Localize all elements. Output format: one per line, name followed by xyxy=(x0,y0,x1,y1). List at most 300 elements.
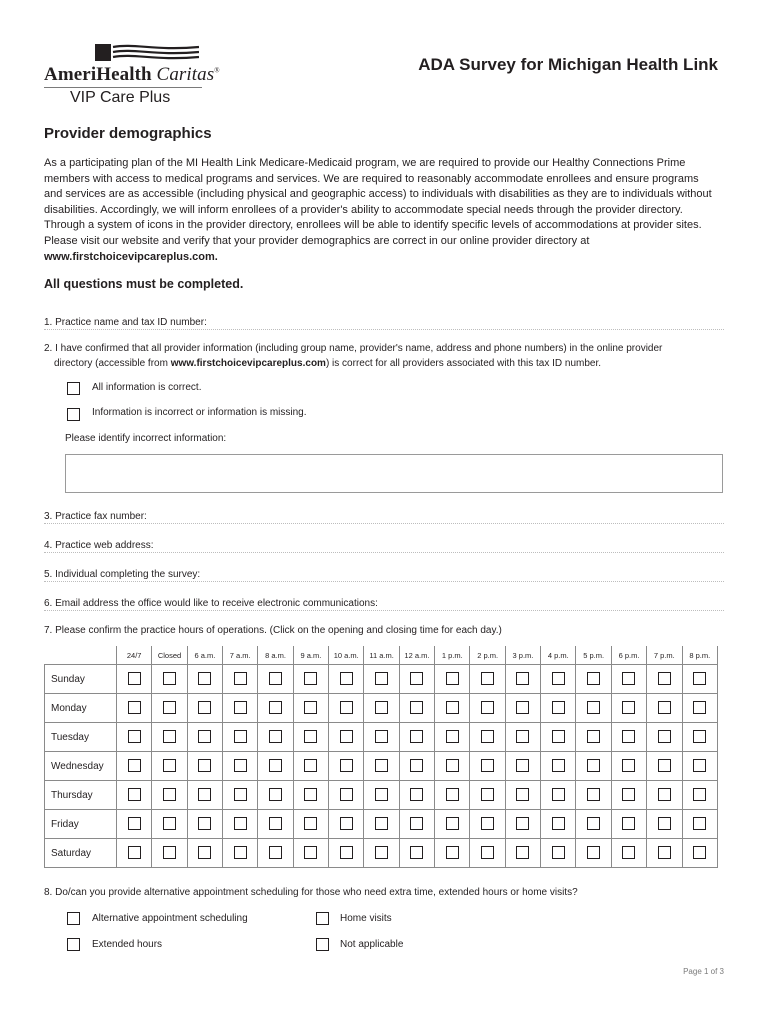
question-6-label: 6. Email address the office would like to receive electronic communications: xyxy=(44,598,378,609)
hours-checkbox[interactable] xyxy=(198,788,211,801)
hours-checkbox[interactable] xyxy=(163,759,176,772)
hours-table xyxy=(44,646,718,868)
hours-cell xyxy=(541,723,576,752)
hours-row-sunday xyxy=(45,665,718,694)
question-7-label: 7. Please confirm the practice hours of operations. (Click on the opening and closing time for each day.) xyxy=(44,625,502,636)
hours-checkbox[interactable] xyxy=(622,672,635,685)
hours-row-friday xyxy=(45,810,718,839)
hours-cell xyxy=(329,839,364,868)
brand-divider xyxy=(44,87,202,88)
hours-cell xyxy=(329,665,364,694)
hours-checkbox[interactable] xyxy=(552,701,565,714)
hours-column-header: 8 p.m. xyxy=(682,646,718,665)
hours-checkbox[interactable] xyxy=(622,759,635,772)
hours-cell xyxy=(682,694,718,723)
hours-checkbox[interactable] xyxy=(552,817,565,830)
hours-checkbox[interactable] xyxy=(128,672,141,685)
survey-completer-field[interactable] xyxy=(44,581,724,582)
hours-checkbox[interactable] xyxy=(552,846,565,859)
hours-checkbox[interactable] xyxy=(446,817,459,830)
hours-cell xyxy=(117,752,152,781)
hours-checkbox[interactable] xyxy=(693,672,706,685)
hours-cell xyxy=(682,665,718,694)
hours-checkbox[interactable] xyxy=(234,701,247,714)
hours-column-header: 8 a.m. xyxy=(258,646,293,665)
hours-cell xyxy=(505,723,540,752)
hours-cell xyxy=(576,752,611,781)
hours-checkbox[interactable] xyxy=(304,817,317,830)
hours-cell xyxy=(364,810,399,839)
hours-cell xyxy=(117,839,152,868)
hours-checkbox[interactable] xyxy=(340,730,353,743)
hours-cell xyxy=(187,839,222,868)
hours-checkbox[interactable] xyxy=(587,701,600,714)
hours-cell xyxy=(329,723,364,752)
hours-cell xyxy=(187,781,222,810)
question-5-label: 5. Individual completing the survey: xyxy=(44,569,201,580)
hours-cell xyxy=(117,781,152,810)
hours-checkbox[interactable] xyxy=(269,759,282,772)
hours-cell xyxy=(541,781,576,810)
hours-checkbox[interactable] xyxy=(658,701,671,714)
question-8-label: 8. Do/can you provide alternative appointment scheduling for those who need extra time, extended hours or home visits? xyxy=(44,887,578,898)
hours-checkbox[interactable] xyxy=(269,788,282,801)
question-1-label: 1. Practice name and tax ID number: xyxy=(44,317,207,328)
hours-checkbox[interactable] xyxy=(269,701,282,714)
hours-cell xyxy=(682,723,718,752)
hours-cell xyxy=(152,781,187,810)
hours-checkbox[interactable] xyxy=(410,788,423,801)
hours-checkbox[interactable] xyxy=(410,759,423,772)
hours-column-header: 6 a.m. xyxy=(187,646,222,665)
page-number: Page 1 of 3 xyxy=(683,967,724,976)
home-visits-checkbox[interactable] xyxy=(316,912,329,925)
hours-checkbox[interactable] xyxy=(198,672,211,685)
hours-cell xyxy=(223,752,258,781)
day-label: Sunday xyxy=(45,665,117,694)
hours-cell xyxy=(541,665,576,694)
hours-cell xyxy=(293,752,328,781)
hours-cell xyxy=(576,781,611,810)
hours-checkbox[interactable] xyxy=(269,817,282,830)
hours-checkbox[interactable] xyxy=(693,759,706,772)
hours-cell xyxy=(682,781,718,810)
hours-checkbox[interactable] xyxy=(693,701,706,714)
hours-checkbox[interactable] xyxy=(446,788,459,801)
hours-header-corner xyxy=(45,646,117,665)
hours-checkbox[interactable] xyxy=(587,672,600,685)
hours-cell xyxy=(435,752,470,781)
hours-checkbox[interactable] xyxy=(163,817,176,830)
hours-checkbox[interactable] xyxy=(516,672,529,685)
hours-checkbox[interactable] xyxy=(163,846,176,859)
hours-checkbox[interactable] xyxy=(198,759,211,772)
hours-checkbox[interactable] xyxy=(234,788,247,801)
hours-checkbox[interactable] xyxy=(375,701,388,714)
hours-cell xyxy=(505,781,540,810)
hours-cell xyxy=(399,723,434,752)
hours-cell xyxy=(364,694,399,723)
alt-scheduling-label: Alternative appointment scheduling xyxy=(92,913,248,924)
flag-logo-icon xyxy=(95,44,199,64)
hours-cell xyxy=(258,665,293,694)
hours-checkbox[interactable] xyxy=(234,672,247,685)
hours-checkbox[interactable] xyxy=(622,701,635,714)
hours-cell xyxy=(647,752,682,781)
hours-cell xyxy=(117,665,152,694)
hours-checkbox[interactable] xyxy=(481,846,494,859)
hours-checkbox[interactable] xyxy=(198,701,211,714)
hours-cell xyxy=(329,810,364,839)
hours-cell xyxy=(611,694,646,723)
hours-checkbox[interactable] xyxy=(304,701,317,714)
hours-cell xyxy=(576,839,611,868)
hours-cell xyxy=(611,723,646,752)
hours-checkbox[interactable] xyxy=(446,846,459,859)
hours-row-wednesday xyxy=(45,752,718,781)
hours-cell xyxy=(505,694,540,723)
hours-cell xyxy=(611,810,646,839)
hours-checkbox[interactable] xyxy=(481,788,494,801)
hours-checkbox[interactable] xyxy=(516,701,529,714)
hours-cell xyxy=(187,694,222,723)
hours-checkbox[interactable] xyxy=(658,817,671,830)
hours-cell xyxy=(364,723,399,752)
hours-cell xyxy=(399,839,434,868)
hours-checkbox[interactable] xyxy=(693,846,706,859)
hours-checkbox[interactable] xyxy=(304,846,317,859)
not-applicable-checkbox[interactable] xyxy=(316,938,329,951)
hours-cell xyxy=(399,810,434,839)
hours-column-header: 5 p.m. xyxy=(576,646,611,665)
hours-cell xyxy=(258,839,293,868)
hours-checkbox[interactable] xyxy=(693,788,706,801)
hours-cell xyxy=(505,810,540,839)
hours-cell xyxy=(505,839,540,868)
hours-checkbox[interactable] xyxy=(552,759,565,772)
hours-checkbox[interactable] xyxy=(375,846,388,859)
section-title: Provider demographics xyxy=(44,125,212,142)
hours-cell xyxy=(329,694,364,723)
hours-cell xyxy=(647,723,682,752)
identify-incorrect-label: Please identify incorrect information: xyxy=(65,433,227,444)
hours-cell xyxy=(187,665,222,694)
hours-cell xyxy=(647,694,682,723)
info-correct-label: All information is correct. xyxy=(92,382,202,393)
hours-cell xyxy=(435,723,470,752)
hours-cell xyxy=(470,752,505,781)
hours-checkbox[interactable] xyxy=(481,730,494,743)
extended-hours-label: Extended hours xyxy=(92,939,163,950)
incorrect-info-textarea[interactable] xyxy=(65,454,723,493)
hours-row-thursday xyxy=(45,781,718,810)
hours-cell xyxy=(611,839,646,868)
hours-checkbox[interactable] xyxy=(658,788,671,801)
hours-checkbox[interactable] xyxy=(340,846,353,859)
hours-checkbox[interactable] xyxy=(198,817,211,830)
hours-cell xyxy=(152,665,187,694)
hours-checkbox[interactable] xyxy=(163,788,176,801)
hours-cell xyxy=(435,665,470,694)
hours-checkbox[interactable] xyxy=(587,788,600,801)
hours-checkbox[interactable] xyxy=(340,759,353,772)
hours-checkbox[interactable] xyxy=(481,672,494,685)
hours-cell xyxy=(364,839,399,868)
info-incorrect-checkbox[interactable] xyxy=(67,408,80,421)
hours-cell xyxy=(293,723,328,752)
hours-cell xyxy=(223,839,258,868)
hours-cell xyxy=(682,752,718,781)
hours-cell xyxy=(152,752,187,781)
hours-checkbox[interactable] xyxy=(234,846,247,859)
hours-checkbox[interactable] xyxy=(128,846,141,859)
hours-cell xyxy=(152,723,187,752)
hours-checkbox[interactable] xyxy=(269,672,282,685)
hours-checkbox[interactable] xyxy=(587,846,600,859)
hours-column-header: 6 p.m. xyxy=(611,646,646,665)
not-applicable-label: Not applicable xyxy=(340,939,404,950)
fax-number-field[interactable] xyxy=(44,523,724,524)
hours-checkbox[interactable] xyxy=(693,730,706,743)
hours-checkbox[interactable] xyxy=(269,846,282,859)
hours-cell xyxy=(470,723,505,752)
hours-checkbox[interactable] xyxy=(163,672,176,685)
hours-cell xyxy=(541,752,576,781)
hours-checkbox[interactable] xyxy=(375,672,388,685)
hours-cell xyxy=(470,781,505,810)
hours-checkbox[interactable] xyxy=(516,846,529,859)
required-note: All questions must be completed. xyxy=(44,277,244,291)
hours-checkbox[interactable] xyxy=(622,817,635,830)
hours-checkbox[interactable] xyxy=(516,730,529,743)
hours-cell xyxy=(152,694,187,723)
hours-cell xyxy=(258,781,293,810)
hours-checkbox[interactable] xyxy=(516,788,529,801)
hours-cell xyxy=(258,694,293,723)
hours-checkbox[interactable] xyxy=(516,759,529,772)
hours-checkbox[interactable] xyxy=(163,701,176,714)
hours-cell xyxy=(223,665,258,694)
day-label: Tuesday xyxy=(45,723,117,752)
hours-cell xyxy=(187,752,222,781)
question-2-label: 2. I have confirmed that all provider information (including group name, provider's name, address and phone numbers) in the online provider directory (accessible from www.firstchoicevipcareplus.com) is correct for all providers associated with this tax ID number. xyxy=(44,343,663,369)
hours-checkbox[interactable] xyxy=(587,730,600,743)
hours-cell xyxy=(258,810,293,839)
email-address-field[interactable] xyxy=(44,610,724,611)
hours-cell xyxy=(399,781,434,810)
hours-checkbox[interactable] xyxy=(481,759,494,772)
hours-cell xyxy=(223,723,258,752)
hours-row-tuesday xyxy=(45,723,718,752)
hours-cell xyxy=(541,839,576,868)
hours-cell xyxy=(435,781,470,810)
hours-column-header: 4 p.m. xyxy=(541,646,576,665)
hours-checkbox[interactable] xyxy=(304,788,317,801)
hours-cell xyxy=(541,810,576,839)
hours-row-saturday xyxy=(45,839,718,868)
hours-checkbox[interactable] xyxy=(410,672,423,685)
hours-checkbox[interactable] xyxy=(693,817,706,830)
hours-checkbox[interactable] xyxy=(658,759,671,772)
day-label: Thursday xyxy=(45,781,117,810)
hours-checkbox[interactable] xyxy=(269,730,282,743)
hours-checkbox[interactable] xyxy=(410,701,423,714)
day-label: Saturday xyxy=(45,839,117,868)
hours-cell xyxy=(682,839,718,868)
hours-checkbox[interactable] xyxy=(658,846,671,859)
hours-checkbox[interactable] xyxy=(552,672,565,685)
hours-cell xyxy=(647,839,682,868)
hours-checkbox[interactable] xyxy=(234,817,247,830)
website-link[interactable]: www.firstchoicevipcareplus.com. xyxy=(44,250,218,263)
hours-checkbox[interactable] xyxy=(340,817,353,830)
hours-checkbox[interactable] xyxy=(446,730,459,743)
hours-cell xyxy=(576,694,611,723)
hours-checkbox[interactable] xyxy=(304,672,317,685)
hours-cell xyxy=(364,752,399,781)
hours-checkbox[interactable] xyxy=(587,759,600,772)
hours-checkbox[interactable] xyxy=(163,730,176,743)
hours-cell xyxy=(293,839,328,868)
hours-checkbox[interactable] xyxy=(234,730,247,743)
hours-cell xyxy=(611,781,646,810)
question-4-label: 4. Practice web address: xyxy=(44,540,154,551)
hours-cell xyxy=(293,781,328,810)
hours-column-header: 7 a.m. xyxy=(223,646,258,665)
hours-checkbox[interactable] xyxy=(340,701,353,714)
hours-cell xyxy=(117,694,152,723)
hours-checkbox[interactable] xyxy=(198,730,211,743)
hours-cell xyxy=(647,810,682,839)
hours-checkbox[interactable] xyxy=(446,759,459,772)
hours-checkbox[interactable] xyxy=(552,788,565,801)
hours-checkbox[interactable] xyxy=(128,730,141,743)
hours-cell xyxy=(505,665,540,694)
hours-cell xyxy=(364,665,399,694)
info-incorrect-label: Information is incorrect or information is missing. xyxy=(92,407,307,418)
hours-column-header: 12 a.m. xyxy=(399,646,434,665)
hours-checkbox[interactable] xyxy=(128,788,141,801)
hours-checkbox[interactable] xyxy=(446,672,459,685)
hours-checkbox[interactable] xyxy=(128,701,141,714)
hours-checkbox[interactable] xyxy=(481,817,494,830)
info-correct-checkbox[interactable] xyxy=(67,382,80,395)
practice-name-field[interactable] xyxy=(44,329,724,330)
hours-checkbox[interactable] xyxy=(304,759,317,772)
hours-checkbox[interactable] xyxy=(375,817,388,830)
question-3-label: 3. Practice fax number: xyxy=(44,511,147,522)
hours-cell xyxy=(258,752,293,781)
hours-cell xyxy=(117,723,152,752)
hours-column-header: 2 p.m. xyxy=(470,646,505,665)
hours-checkbox[interactable] xyxy=(622,788,635,801)
hours-checkbox[interactable] xyxy=(304,730,317,743)
hours-cell xyxy=(647,665,682,694)
hours-cell xyxy=(541,694,576,723)
hours-checkbox[interactable] xyxy=(410,817,423,830)
hours-cell xyxy=(470,810,505,839)
hours-checkbox[interactable] xyxy=(410,730,423,743)
hours-cell xyxy=(293,665,328,694)
hours-checkbox[interactable] xyxy=(375,759,388,772)
hours-cell xyxy=(223,694,258,723)
hours-cell xyxy=(399,665,434,694)
hours-checkbox[interactable] xyxy=(128,759,141,772)
hours-checkbox[interactable] xyxy=(481,701,494,714)
day-label: Monday xyxy=(45,694,117,723)
hours-checkbox[interactable] xyxy=(234,759,247,772)
hours-cell xyxy=(152,839,187,868)
hours-column-header: Closed xyxy=(152,646,187,665)
hours-checkbox[interactable] xyxy=(128,817,141,830)
hours-column-header: 24/7 xyxy=(117,646,152,665)
hours-checkbox[interactable] xyxy=(375,788,388,801)
hours-cell xyxy=(435,694,470,723)
hours-column-header: 10 a.m. xyxy=(329,646,364,665)
hours-cell xyxy=(470,839,505,868)
hours-checkbox[interactable] xyxy=(446,701,459,714)
hours-checkbox[interactable] xyxy=(410,846,423,859)
hours-row-monday xyxy=(45,694,718,723)
hours-checkbox[interactable] xyxy=(375,730,388,743)
hours-checkbox[interactable] xyxy=(587,817,600,830)
hours-cell xyxy=(470,694,505,723)
hours-cell xyxy=(399,752,434,781)
hours-checkbox[interactable] xyxy=(340,672,353,685)
hours-checkbox[interactable] xyxy=(516,817,529,830)
hours-cell xyxy=(152,810,187,839)
hours-cell xyxy=(576,810,611,839)
hours-cell xyxy=(647,781,682,810)
hours-cell xyxy=(329,752,364,781)
hours-checkbox[interactable] xyxy=(658,730,671,743)
hours-cell xyxy=(611,752,646,781)
hours-checkbox[interactable] xyxy=(552,730,565,743)
brand-subtitle: VIP Care Plus xyxy=(70,89,171,106)
hours-cell xyxy=(435,839,470,868)
hours-cell xyxy=(576,665,611,694)
hours-cell xyxy=(187,810,222,839)
intro-paragraph: As a participating plan of the MI Health Link Medicare-Medicaid program, we are required to provide our Healthy Connections Prime members with access to medical programs and services. We are required to reasonably accommodate enrollees and ensure programs and services are as accessible (including physical and geographic access) to individuals with disabilities as they are to individuals without disabilities. Accordingly, we will inform enrollees of a provider's ability to accommodate special needs through the provider directory. Through a system of icons in the provider directory, enrollees will be able to identify specific levels of accommodations at provider sites. Please visit our website and verify that your provider demographics are correct in our online provider directory at www.firstchoicevipcareplus.com. xyxy=(44,157,712,263)
document-title: ADA Survey for Michigan Health Link xyxy=(418,55,718,74)
hours-column-header: 7 p.m. xyxy=(647,646,682,665)
hours-cell xyxy=(576,723,611,752)
hours-cell xyxy=(435,810,470,839)
home-visits-label: Home visits xyxy=(340,913,392,924)
hours-cell xyxy=(258,723,293,752)
hours-cell xyxy=(399,694,434,723)
brand-name: AmeriHealth Caritas® xyxy=(44,64,220,85)
hours-checkbox[interactable] xyxy=(198,846,211,859)
hours-cell xyxy=(364,781,399,810)
day-label: Friday xyxy=(45,810,117,839)
hours-cell xyxy=(470,665,505,694)
hours-checkbox[interactable] xyxy=(622,730,635,743)
alt-scheduling-checkbox[interactable] xyxy=(67,912,80,925)
extended-hours-checkbox[interactable] xyxy=(67,938,80,951)
hours-cell xyxy=(682,810,718,839)
hours-column-header: 11 a.m. xyxy=(364,646,399,665)
hours-cell xyxy=(293,810,328,839)
hours-cell xyxy=(187,723,222,752)
hours-cell xyxy=(117,810,152,839)
hours-checkbox[interactable] xyxy=(340,788,353,801)
web-address-field[interactable] xyxy=(44,552,724,553)
hours-cell xyxy=(223,781,258,810)
hours-checkbox[interactable] xyxy=(622,846,635,859)
hours-column-header: 9 a.m. xyxy=(293,646,328,665)
hours-checkbox[interactable] xyxy=(658,672,671,685)
